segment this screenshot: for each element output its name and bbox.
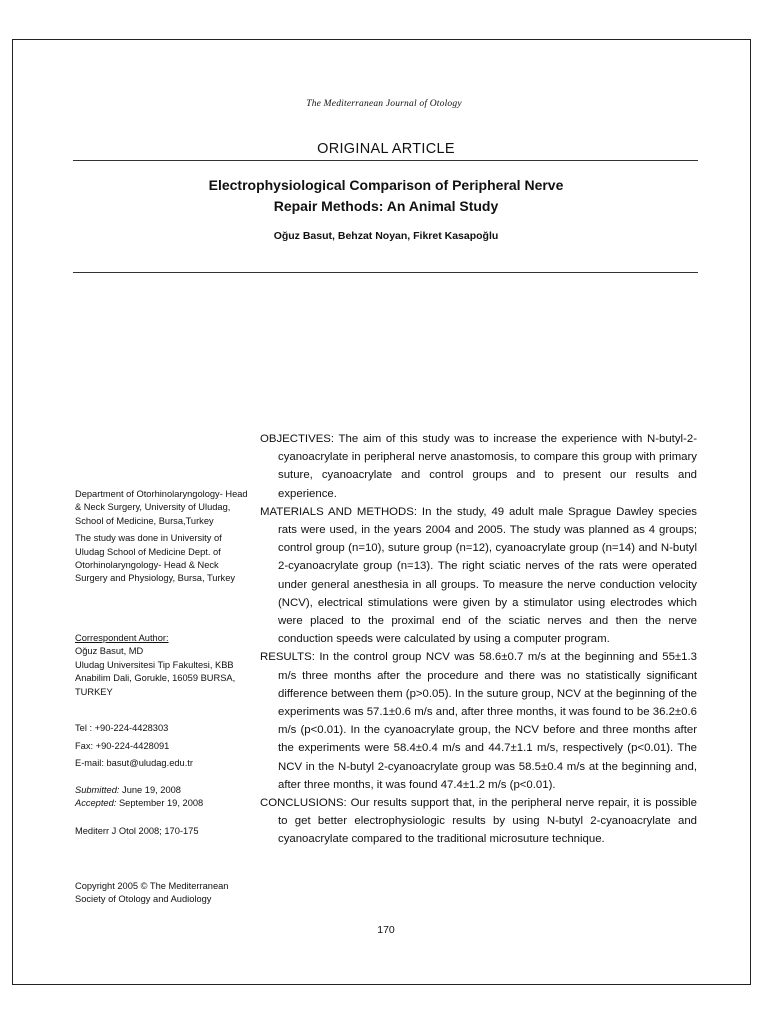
header-divider — [73, 272, 698, 273]
author-list: Oğuz Basut, Behzat Noyan, Fikret Kasapoğlu — [273, 230, 499, 242]
abstract-objectives: OBJECTIVES: The aim of this study was to increase the experience with N-butyl-2-cyanoacrylate in peripheral nerve anastomosis, to compare this group with primary suture, cyanoacrylate and control groups and to present our results and experience. — [260, 433, 697, 500]
journal-header: The Mediterranean Journal of Otology — [306, 99, 462, 109]
article-title — [0, 175, 768, 217]
dates-block — [75, 784, 250, 811]
submitted-value: June 19, 2008 — [122, 785, 181, 795]
telephone: Tel : +90-224-4428303 — [75, 723, 169, 733]
copyright-notice: Copyright 2005 © The Mediterranean Society of Otology and Audiology — [75, 881, 229, 905]
submitted-label: Submitted: — [75, 785, 120, 795]
affiliation-block — [75, 488, 250, 586]
citation: Mediterr J Otol 2008; 170-175 — [75, 826, 199, 836]
title-line-2: Repair Methods: An Animal Study — [273, 198, 499, 214]
submitted-date — [75, 784, 250, 797]
title-line-1: Electrophysiological Comparison of Peripheral Nerve — [208, 177, 564, 193]
abstract-conclusions: CONCLUSIONS: Our results support that, in the peripheral nerve repair, it is possible to get better electrophysiologic results by using N-butyl 2-cyanoacrylate and cyanoacrylate compared to the traditional microsuture technique. — [260, 797, 697, 846]
fax: Fax: +90-224-4428091 — [75, 740, 170, 751]
accepted-date — [75, 797, 250, 810]
top-divider — [73, 160, 698, 161]
page-number: 170 — [377, 924, 395, 936]
accepted-value: September 19, 2008 — [118, 798, 204, 809]
correspondent-label: Correspondent Author: — [75, 633, 169, 643]
correspondent-address: Uludag Universitesi Tip Fakultesi, KBB Anabilim Dali, Gorukle, 16059 BURSA, TURKEY — [75, 659, 236, 697]
article-type: ORIGINAL ARTICLE — [317, 141, 455, 157]
email[interactable]: E-mail: basut@uludag.edu.tr — [75, 758, 193, 768]
correspondence-block — [75, 632, 250, 699]
abstract-results: RESULTS: In the control group NCV was 58.6±0.7 m/s at the beginning and 55±1.3 m/s three months after the procedure and there was no statistically significant difference between them (p>0.05). In the suture group, NCV at the beginning of the experiments was 57.1±0.6 m/s and, after three months, it was found to be 36.2±0.6 m/s (p<0.01). In the cyanoacrylate group, the NCV before and three months after the experiments were 58.4±0.4 m/s and 44.7±1.1 m/s, respectively (p<0.01). The NCV in the N-butyl 2-cyanoacrylate group was 58.5±0.4 m/s at the beginning and, after three months, it was found 47.4±1.2 m/s (p<0.01). — [260, 651, 697, 791]
study-location: The study was done in University of Uludag School of Medicine Dept. of Otorhinolaryngology- Head & Neck Surgery and Physiology, Bursa, Turkey — [75, 533, 236, 584]
accepted-label: Accepted: — [75, 798, 117, 809]
abstract — [260, 430, 697, 849]
contact-block — [75, 720, 250, 773]
correspondent-name: Oğuz Basut, MD — [75, 646, 144, 657]
abstract-methods: MATERIALS AND METHODS: In the study, 49 adult male Sprague Dawley species rats were used, in the years 2004 and 2005. The study was planned as 4 groups; control group (n=10), suture group (n=12), cyanoacrylate group (n=14) and N-butyl 2-cyanoacrylate group (n=13). The right sciatic nerves of the rats were operated under general anesthesia in all groups. To measure the nerve conduction velocity (NCV), electrical stimulations were given by a stimulator using electrodes which were placed to the proximal end of the sciatic nerves and then the nerve conduction speeds were calculated by using a computer program. — [260, 505, 697, 646]
department: Department of Otorhinolaryngology- Head & Neck Surgery, University of Uludag, School of Medicine, Bursa,Turkey — [75, 489, 248, 526]
